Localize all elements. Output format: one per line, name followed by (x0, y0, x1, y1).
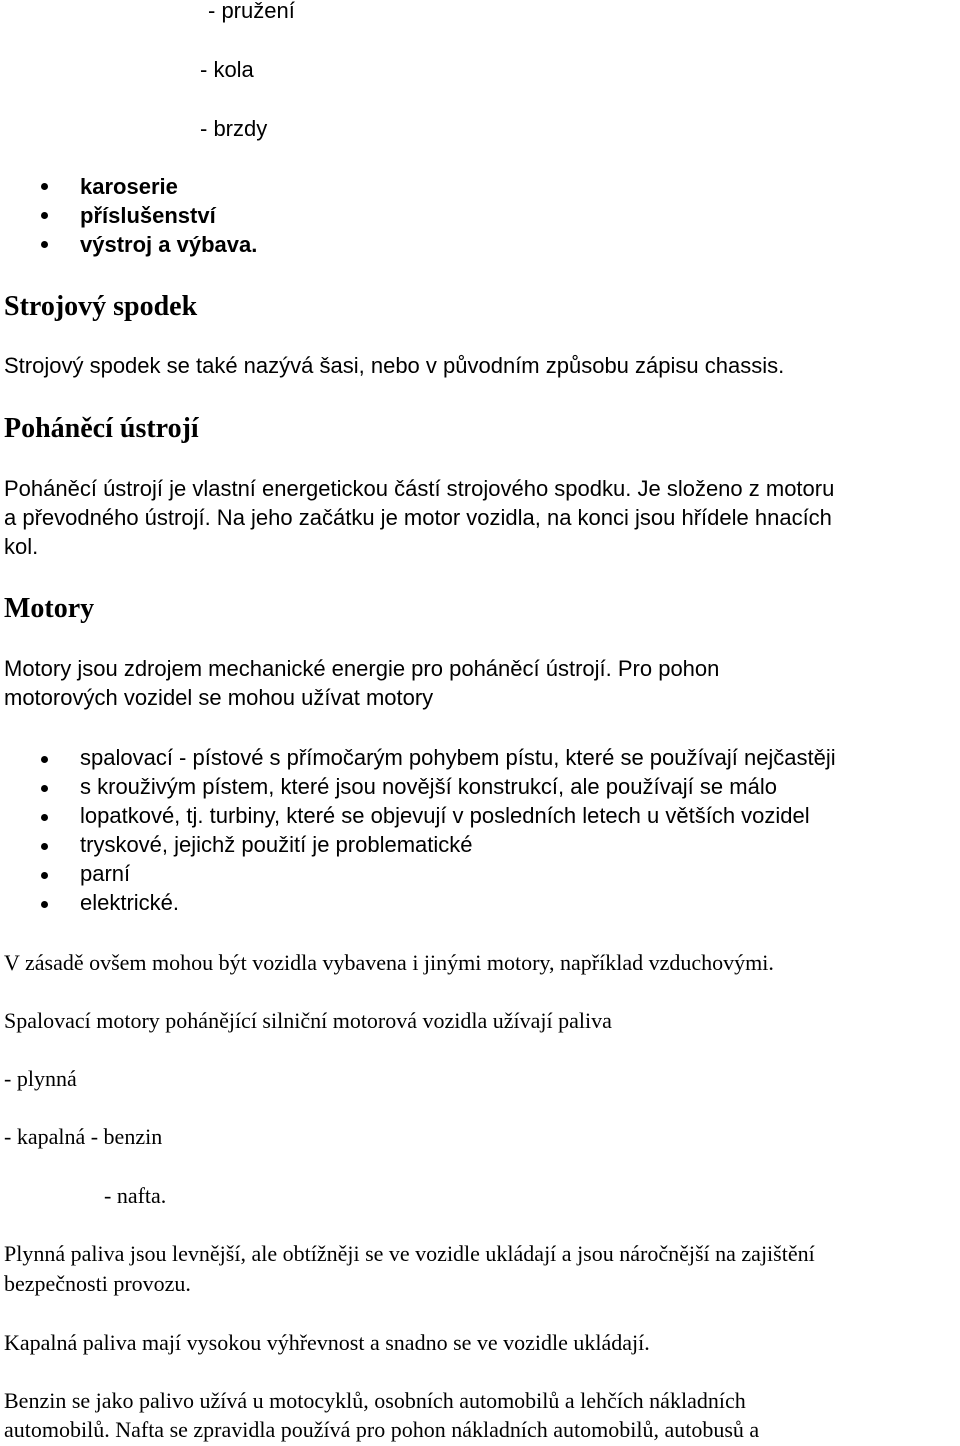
bullet-icon (41, 212, 48, 219)
bullet-icon (41, 814, 48, 821)
list-item: příslušenství (80, 203, 216, 228)
list-item: karoserie (80, 174, 178, 199)
paragraph-line: Plynná paliva jsou levnější, ale obtížněji se ve vozidle ukládají a jsou náročnější na zajištění (4, 1241, 815, 1266)
paragraph: Strojový spodek se také nazývá šasi, nebo v původním způsobu zápisu chassis. (4, 353, 785, 378)
paragraph-line: a převodného ústrojí. Na jeho začátku je motor vozidla, na konci jsou hřídele hnacích (4, 505, 832, 530)
list-item: tryskové, jejichž použití je problematické (80, 832, 473, 857)
fuel-item-kapalna: - kapalná - benzin (4, 1124, 163, 1149)
dash-item-brzdy: - brzdy (200, 116, 268, 141)
fuel-item-plynna: - plynná (4, 1066, 77, 1091)
paragraph: Kapalná paliva mají vysokou výhřevnost a snadno se ve vozidle ukládají. (4, 1330, 650, 1355)
section-heading-strojovy-spodek: Strojový spodek (4, 291, 198, 322)
section-heading-motory: Motory (4, 593, 95, 624)
paragraph: V zásadě ovšem mohou být vozidla vybavena i jinými motory, například vzduchovými. (4, 950, 774, 975)
paragraph-line: Benzin se jako palivo užívá u motocyklů, osobních automobilů a lehčích nákladních (4, 1388, 746, 1413)
fuel-item-nafta: - nafta. (104, 1183, 167, 1208)
paragraph-line: bezpečnosti provozu. (4, 1271, 191, 1296)
paragraph-line: kol. (4, 534, 39, 559)
bullet-icon (41, 785, 48, 792)
paragraph-line: motorových vozidel se mohou užívat motory (4, 685, 434, 710)
paragraph-line: Poháněcí ústrojí je vlastní energetickou částí strojového spodku. Je složeno z motoru (4, 476, 835, 501)
dash-item-pruzeni: - pružení (208, 0, 295, 23)
paragraph: Spalovací motory pohánějící silniční motorová vozidla užívají paliva (4, 1008, 612, 1033)
bullet-icon (41, 901, 48, 908)
list-item: s krouživým pístem, které jsou novější konstrukcí, ale používají se málo (80, 774, 777, 799)
list-item: lopatkové, tj. turbiny, které se objevují v posledních letech u větších vozidel (80, 803, 810, 828)
list-item: elektrické. (80, 890, 180, 915)
bullet-icon (41, 843, 48, 850)
bullet-icon (41, 183, 48, 190)
list-item: výstroj a výbava. (80, 232, 258, 257)
bullet-icon (41, 872, 48, 879)
bullet-icon (41, 241, 48, 248)
list-item: spalovací - pístové s přímočarým pohybem pístu, které se používají nejčastěji (80, 745, 836, 770)
list-item: parní (80, 861, 131, 886)
dash-item-kola: - kola (200, 57, 254, 82)
paragraph-line: Motory jsou zdrojem mechanické energie pro poháněcí ústrojí. Pro pohon (4, 656, 720, 681)
paragraph-line: automobilů. Nafta se zpravidla používá pro pohon nákladních automobilů, autobusů a (4, 1417, 760, 1442)
bullet-icon (41, 756, 48, 763)
section-heading-ponaneci-ustroji: Poháněcí ústrojí (4, 413, 199, 444)
